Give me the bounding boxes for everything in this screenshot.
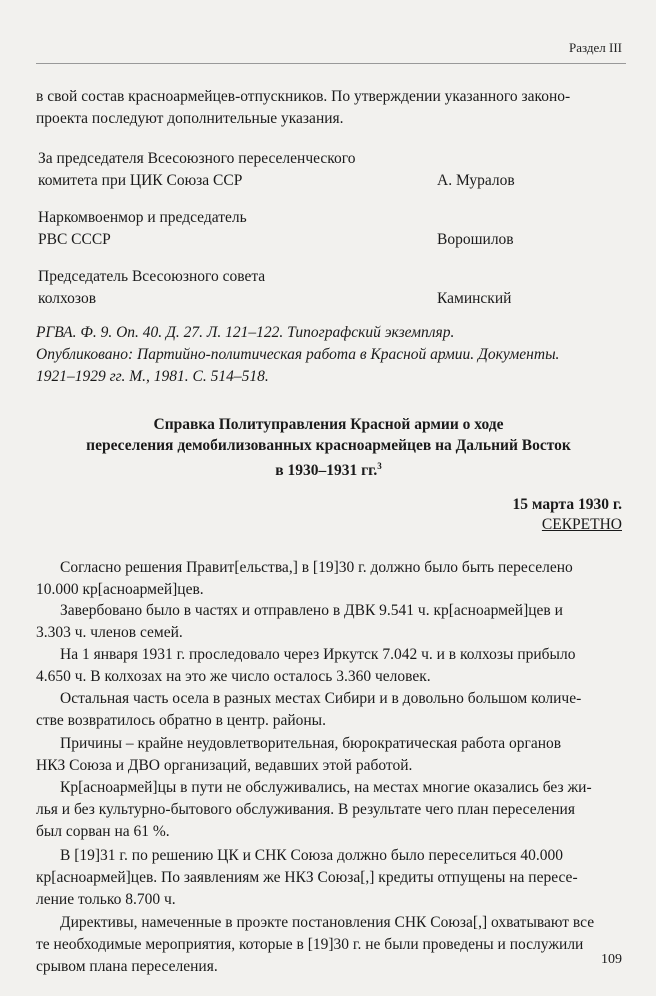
body-line: срывом плана переселения. — [36, 958, 218, 975]
section-header: Раздел III — [568, 40, 622, 55]
intro-line-2: проекта последуют дополнительные указания. — [36, 110, 344, 127]
body-line: НКЗ Союза и ДВО организаций, ведавших этой работой. — [36, 757, 413, 774]
body-line: Остальная часть осела в разных местах Сибири и в довольно большом количе- — [60, 690, 582, 707]
document-date: 15 марта 1930 г. — [512, 496, 622, 513]
signature-title: колхозов — [38, 290, 97, 307]
signature-name: А. Муралов — [437, 172, 515, 189]
signature-name: Ворошилов — [437, 231, 514, 248]
body-line: Согласно решения Правит[ельства,] в [19]30 г. должно было быть переселено — [60, 559, 573, 576]
source-archive: РГВА. Ф. 9. Оп. 40. Д. 27. Л. 121–122. Типографский экземпляр. — [36, 324, 455, 341]
body-line: 3.303 ч. членов семей. — [36, 624, 183, 641]
signature-title: комитета при ЦИК Союза ССР — [38, 172, 243, 189]
document-title: переселения демобилизованных красноармейцев на Дальний Восток — [86, 437, 571, 454]
signature-name: Каминский — [437, 290, 512, 307]
body-line: ление только 8.700 ч. — [36, 891, 176, 908]
body-line: те необходимые мероприятия, которые в [19]30 г. не были проведены и послужили — [36, 936, 584, 953]
body-line: был сорван на 61 %. — [36, 823, 170, 840]
document-title-years: в 1930–1931 гг. — [275, 462, 378, 480]
source-published: Опубликовано: Партийно-политическая работа в Красной армии. Документы. — [36, 346, 560, 363]
body-line: Причины – крайне неудовлетворительная, бюрократическая работа органов — [60, 735, 562, 752]
signature-title: Наркомвоенмор и председатель — [38, 209, 247, 226]
document-title — [36, 456, 621, 481]
body-line: На 1 января 1931 г. проследовало через Иркутск 7.042 ч. и в колхозы прибыло — [60, 646, 576, 663]
page-number: 109 — [601, 952, 622, 967]
classification-stamp: СЕКРЕТНО — [541, 516, 622, 533]
body-line: Кр[асноармей]цы в пути не обслуживались, на местах многие оказались без жи- — [60, 779, 592, 796]
document-title: Справка Политуправления Красной армии о ходе — [153, 416, 504, 433]
source-published: 1921–1929 гг. М., 1981. С. 514–518. — [36, 368, 269, 385]
body-line: кр[асноармей]цев. По заявлениям же НКЗ Союза[,] кредиты отпущены на пересе- — [36, 869, 578, 886]
body-line: Директивы, намеченные в проэкте постановления СНК Союза[,] охватывают все — [60, 914, 595, 931]
header-rule — [36, 63, 626, 64]
body-line: В [19]31 г. по решению ЦК и СНК Союза должно было переселиться 40.000 — [60, 847, 564, 864]
footnote-mark: 3 — [377, 461, 382, 471]
body-line: лья и без культурно-бытового обслуживания. В результате чего план переселения — [36, 801, 575, 818]
signature-title: РВС СССР — [38, 231, 111, 248]
body-line: 4.650 ч. В колхозах на это же число осталось 3.360 человек. — [36, 668, 431, 685]
body-line: Завербовано было в частях и отправлено в ДВК 9.541 ч. кр[асноармей]цев и — [60, 602, 563, 619]
signature-title: Председатель Всесоюзного совета — [38, 268, 266, 285]
signature-title: За председателя Всесоюзного переселенческого — [38, 150, 356, 167]
body-line: 10.000 кр[асноармей]цев. — [36, 581, 204, 598]
body-line: стве возвратилось обратно в центр. районы. — [36, 712, 326, 729]
intro-line-1: в свой состав красноармейцев-отпускников. По утверждении указанного законо- — [36, 88, 571, 105]
